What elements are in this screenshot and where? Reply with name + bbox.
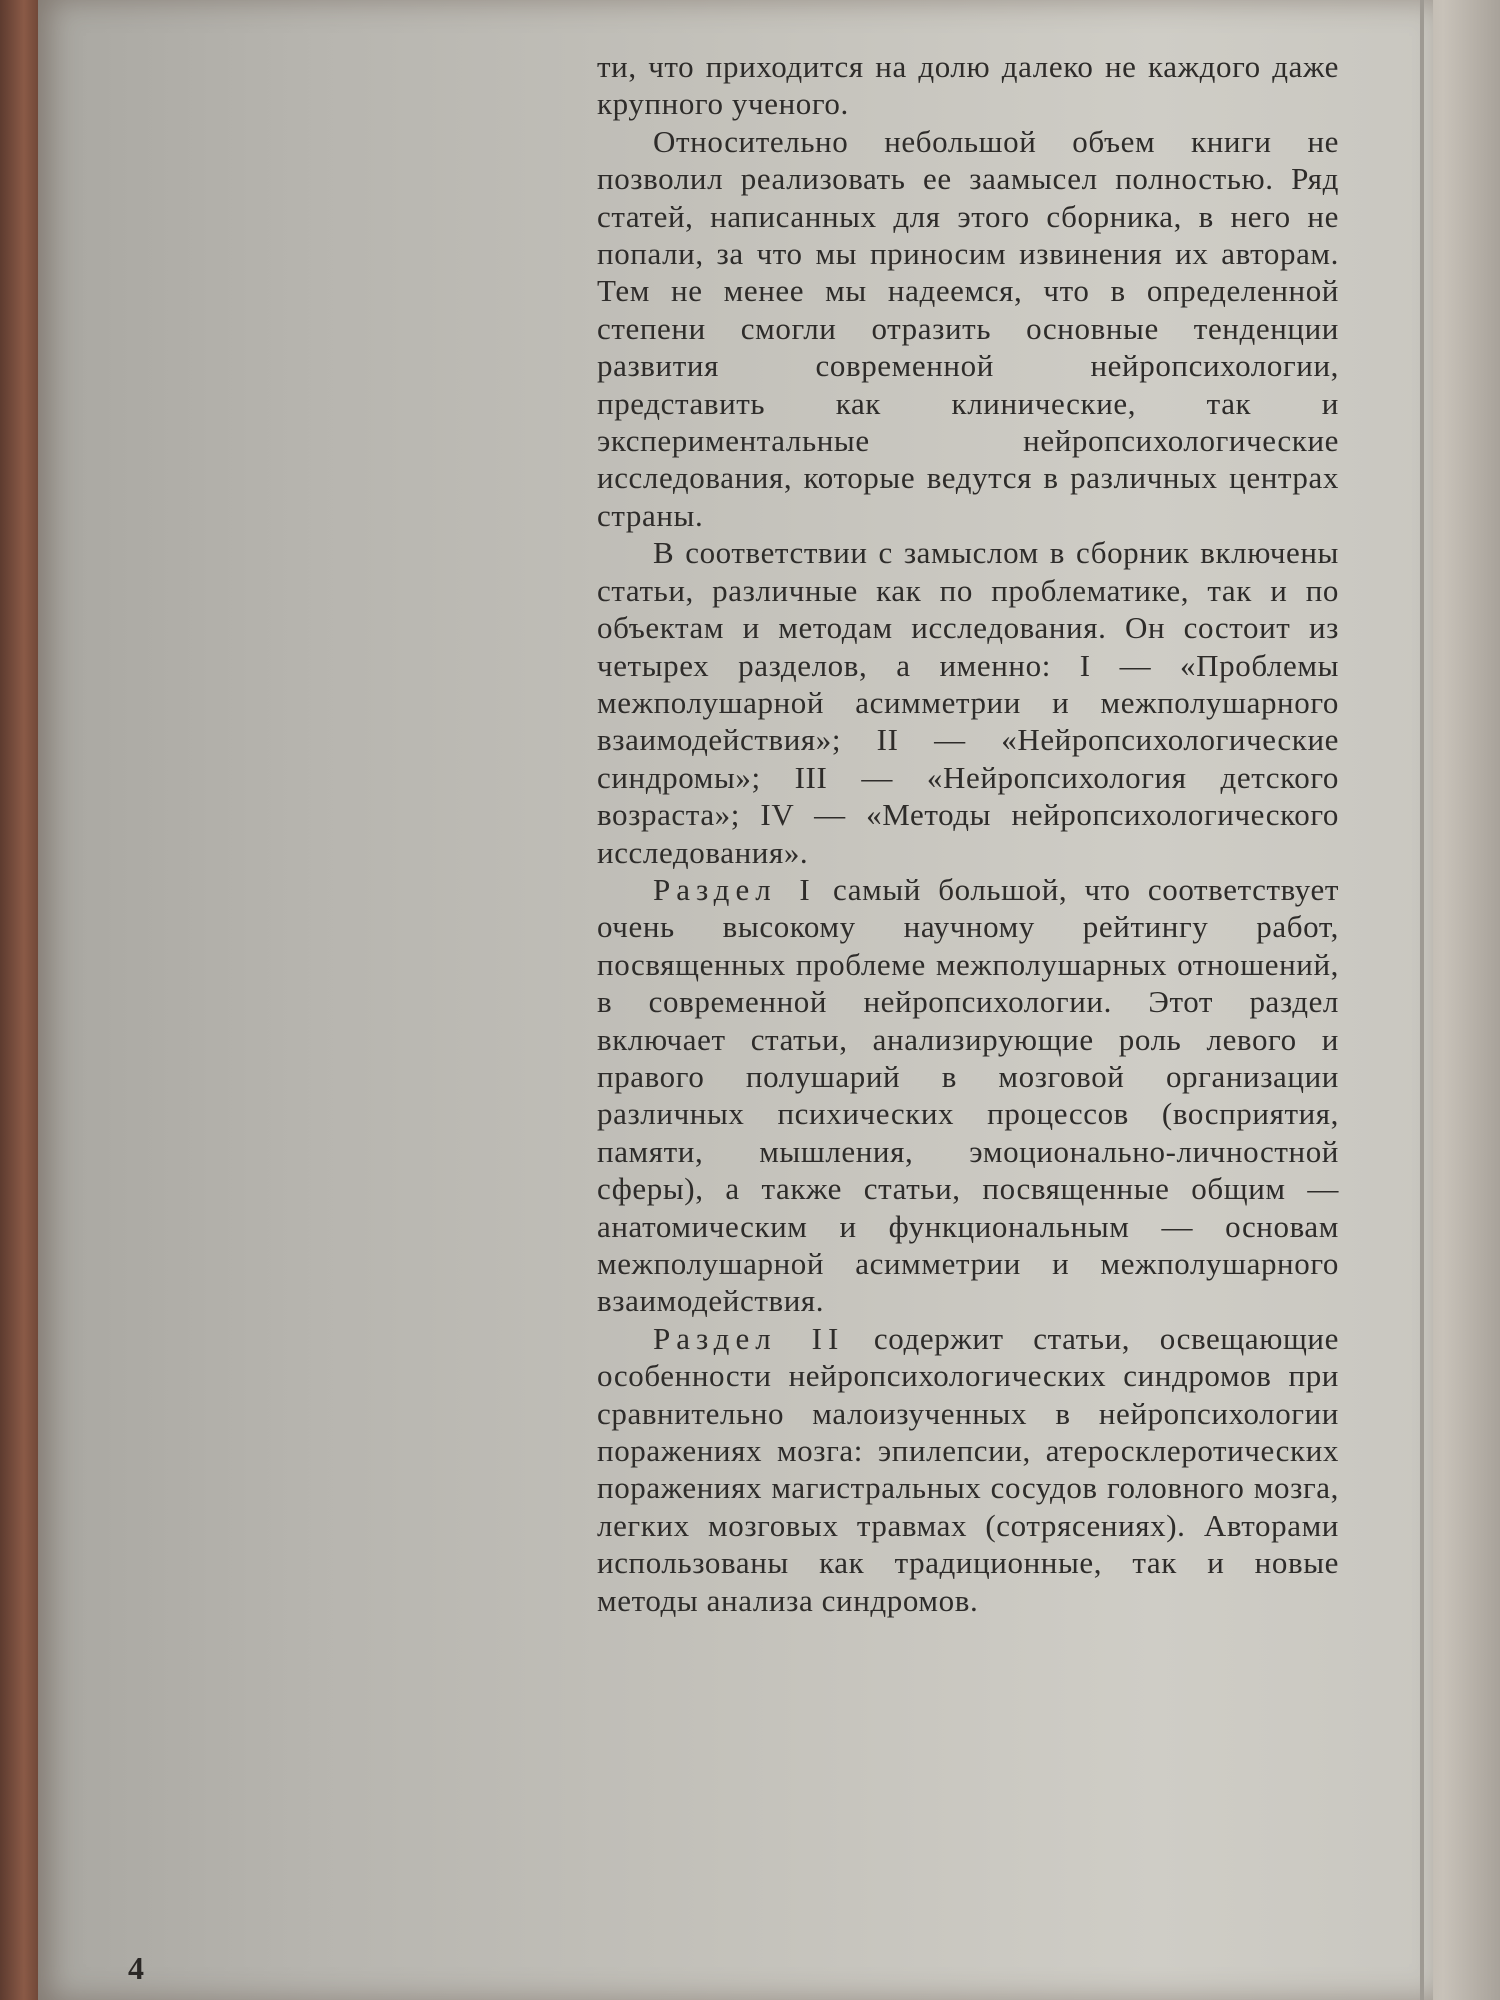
paragraph-body: содержит статьи, освещающие особенности нейропсихологических синдромов при сравнительно малоизученных в нейропсихологии поражениях мозга: эпилепсии, атеросклеротических поражениях магистральных сосудов головного мозга, легких мозговых травмах (сотрясениях). Авторами использованы как традиционные, так и новые методы анализа синдромов. [597, 1320, 1339, 1618]
book-cover-edge-left [0, 0, 40, 2000]
paragraph-body: самый большой, что соответствует очень высокому научному рейтингу работ, посвященных проблеме межполушарных отношений, в современной нейропсихологии. Этот раздел включает статьи, анализирующие роль левого и правого полушарий в мозговой организации различных психических процессов (восприятия, памяти, мышления, эмоционально-личностной сферы), а также статьи, посвященные общим — анатомическим и функциональным — основам межполушарной асимметрии и межполушарного взаимодействия. [597, 871, 1339, 1319]
body-text [597, 48, 1339, 1619]
page-edge [1420, 0, 1424, 2000]
page-number: 4 [128, 1950, 144, 1986]
paragraph-3: В соответствии с замыслом в сборник включены статьи, различные как по проблематике, так и по объектам и методам исследования. Он состоит из четырех разделов, а именно: I — «Проблемы межполушарной асимметрии и межполушарного взаимодействия»; II — «Нейропсихологические синдромы»; III — «Нейропсихология детского возраста»; IV — «Методы нейропсихологического исследования». [597, 535, 1339, 870]
paragraph-1: ти, что приходится на долю далеко не каждого даже крупного ученого. [597, 49, 1339, 122]
section-lead: Раздел I [653, 871, 816, 907]
section-lead: Раздел II [653, 1320, 845, 1356]
paragraph-5 [597, 1320, 1339, 1619]
paragraph-2: Относительно небольшой объем книги не позволил реализовать ее заамысел полностью. Ряд статей, написанных для этого сборника, в него не попали, за что мы приносим извинения их авторам. Тем не менее мы надеемся, что в определенной степени смогли отразить основные тенденции развития современной нейропсихологии, представить как клинические, так и экспериментальные нейропсихологические исследования, которые ведутся в различных центрах страны. [597, 123, 1339, 533]
paragraph-4 [597, 871, 1339, 1320]
